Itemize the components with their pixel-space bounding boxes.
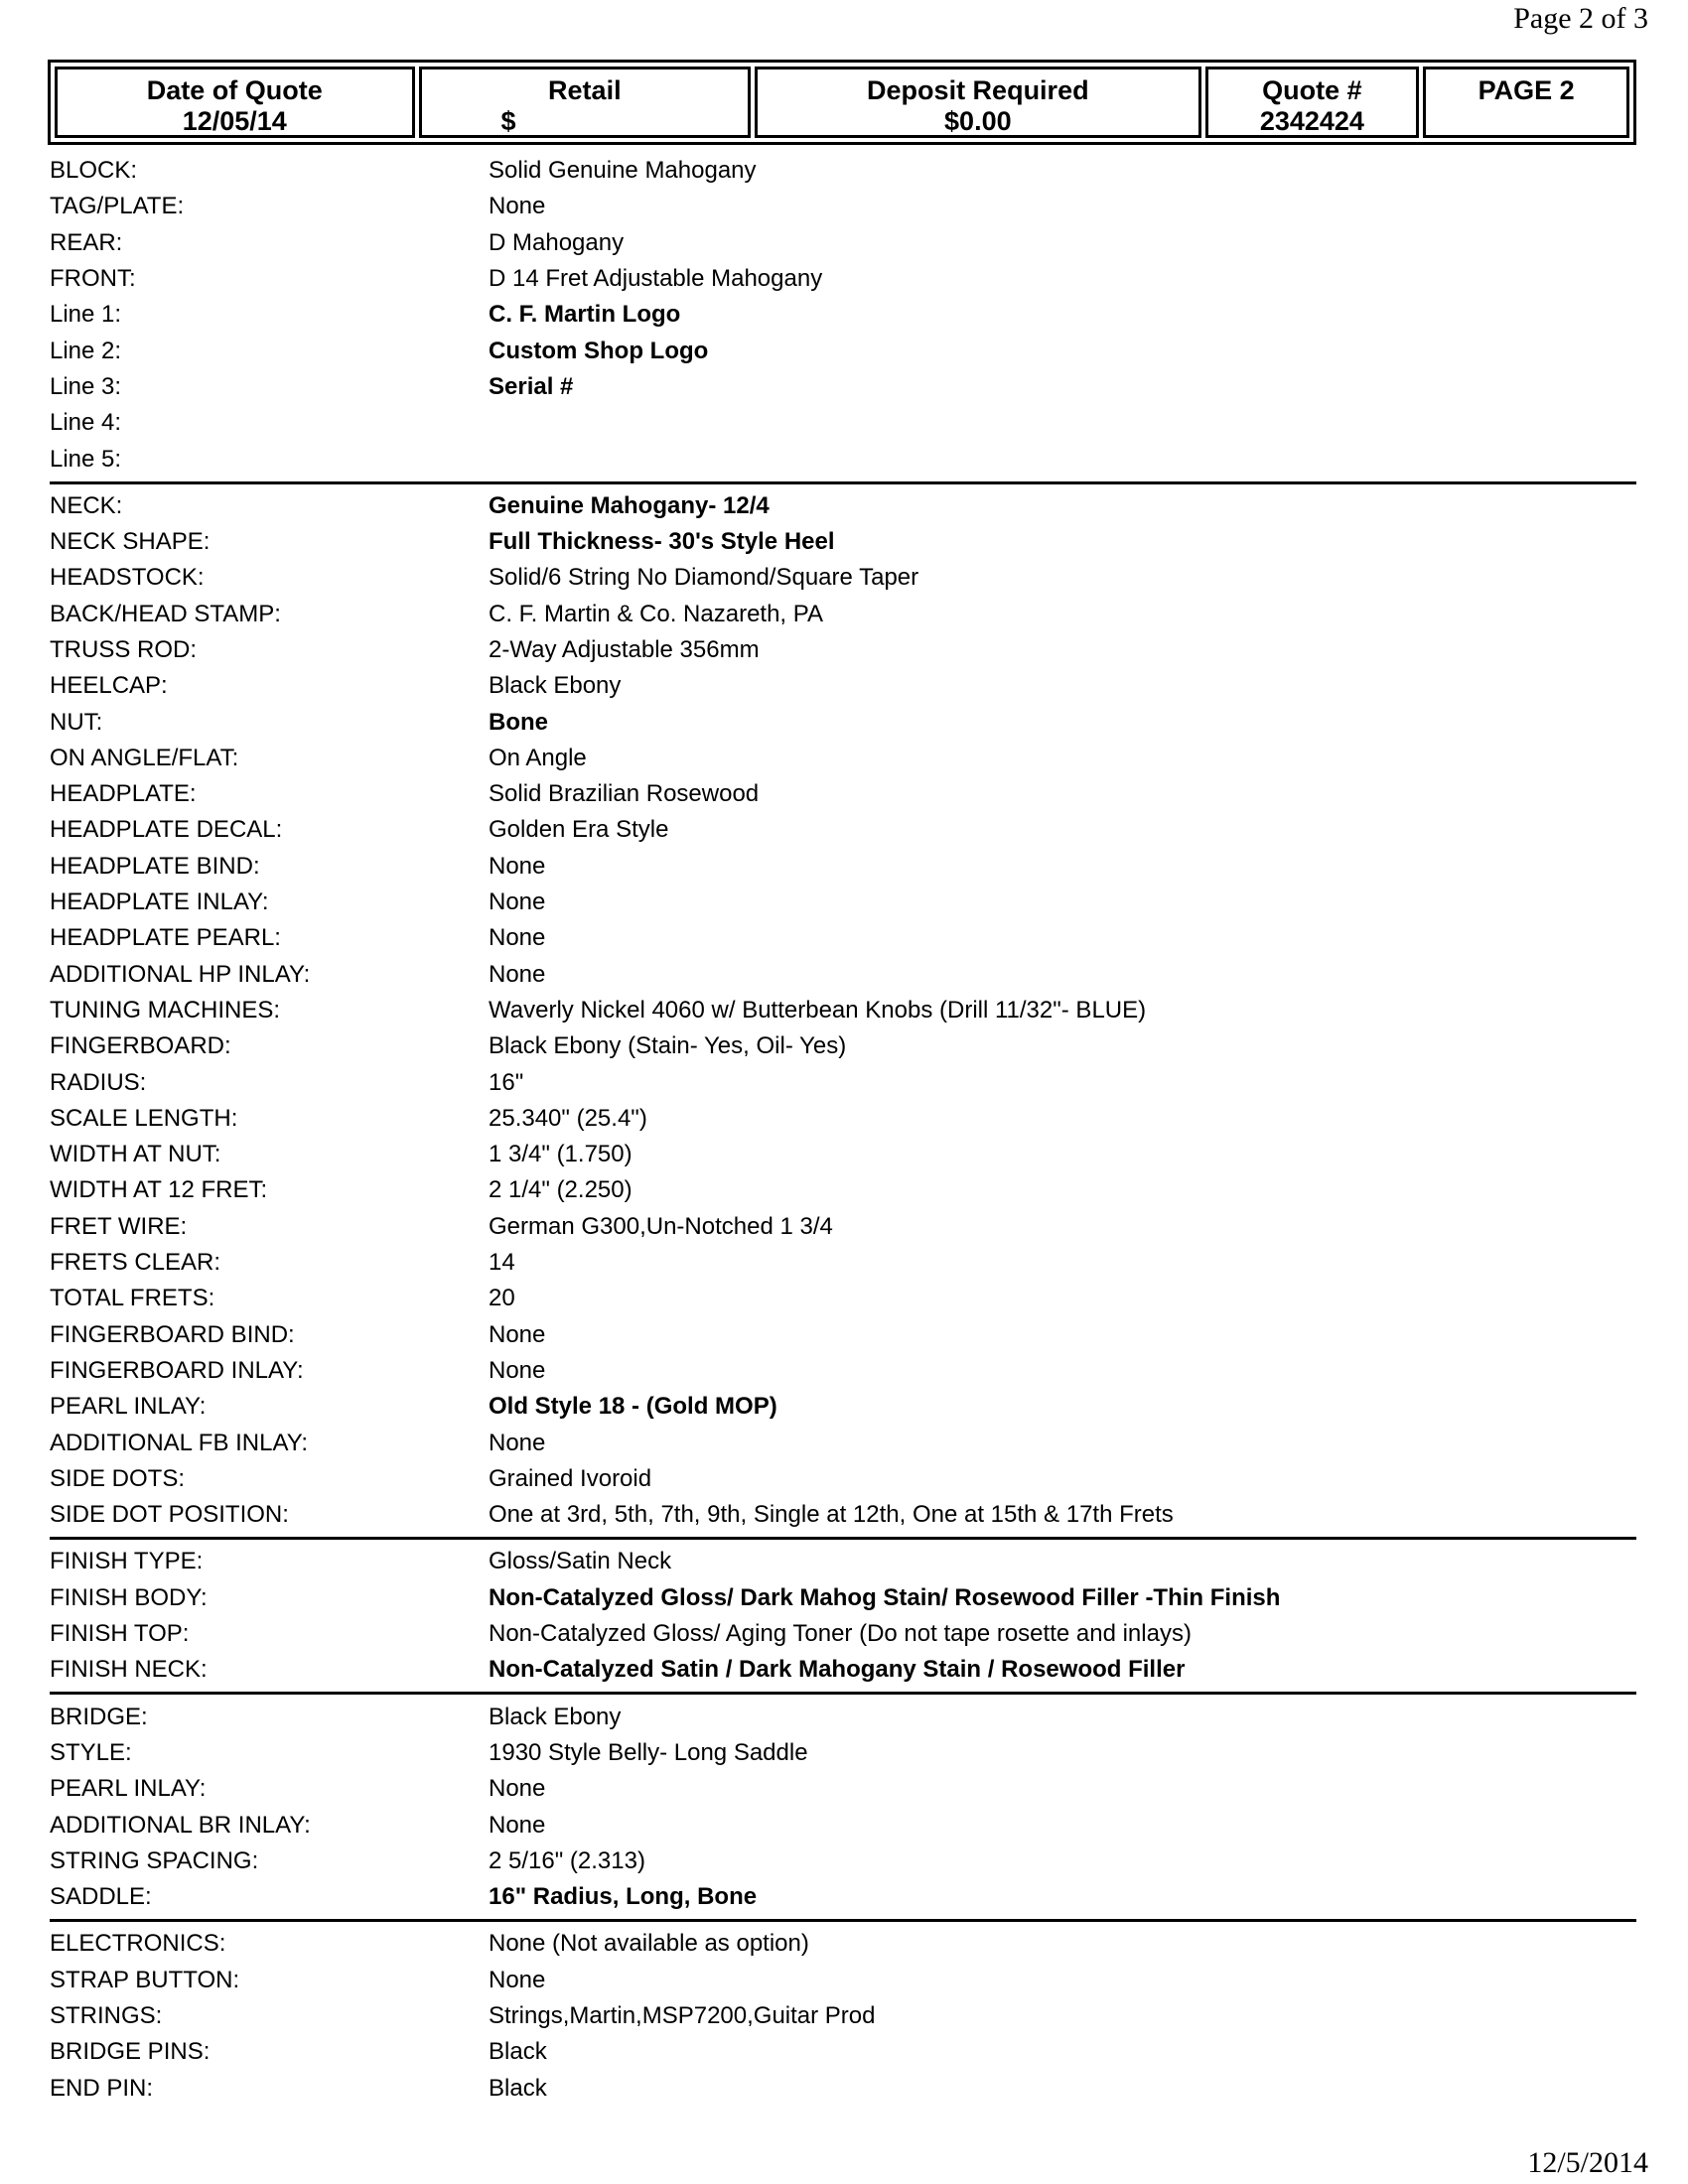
spec-row — [50, 597, 1636, 632]
spec-value: 20 — [489, 1285, 515, 1312]
spec-row — [50, 560, 1636, 596]
spec-value: Black — [489, 2038, 547, 2066]
spec-row — [50, 1963, 1636, 1998]
spec-section — [50, 1695, 1636, 1922]
retail-cell — [419, 67, 752, 138]
spec-value: Bone — [489, 708, 548, 736]
spec-value: C. F. Martin Logo — [489, 301, 681, 329]
spec-row — [50, 261, 1636, 297]
spec-label: REAR: — [50, 228, 123, 256]
spec-value: Solid Brazilian Rosewood — [489, 780, 760, 808]
spec-row — [50, 1461, 1636, 1497]
spec-row — [50, 2034, 1636, 2070]
spec-row — [50, 488, 1636, 524]
date-of-quote-label: Date of Quote — [146, 75, 323, 105]
spec-value: None — [489, 960, 546, 988]
spec-row — [50, 1735, 1636, 1771]
spec-row — [50, 524, 1636, 560]
spec-value: Non-Catalyzed Gloss/ Dark Mahog Stain/ Rosewood Filler -Thin Finish — [489, 1583, 1281, 1611]
spec-value: 2-Way Adjustable 356mm — [489, 636, 760, 663]
spec-row — [50, 153, 1636, 189]
spec-label: PEARL INLAY: — [50, 1775, 207, 1803]
spec-value: Grained Ivoroid — [489, 1464, 652, 1492]
deposit-cell — [755, 67, 1200, 138]
date-of-quote-cell — [55, 67, 415, 138]
spec-label: Line 2: — [50, 337, 122, 364]
spec-label: NUT: — [50, 708, 103, 736]
spec-value: None (Not available as option) — [489, 1930, 809, 1958]
spec-label: BRIDGE: — [50, 1703, 148, 1730]
spec-value: 1930 Style Belly- Long Saddle — [489, 1738, 808, 1766]
spec-value: None — [489, 1966, 546, 1993]
quote-number-cell — [1205, 67, 1420, 138]
spec-row — [50, 812, 1636, 848]
spec-value: None — [489, 1811, 546, 1839]
spec-value: 16" Radius, Long, Bone — [489, 1883, 758, 1911]
spec-value: 1 3/4" (1.750) — [489, 1141, 633, 1168]
spec-label: HEADPLATE BIND: — [50, 852, 260, 880]
spec-row — [50, 1771, 1636, 1807]
spec-label: BRIDGE PINS: — [50, 2038, 211, 2066]
deposit-value: $0.00 — [944, 106, 1012, 136]
spec-value: Non-Catalyzed Gloss/ Aging Toner (Do not tape rosette and inlays) — [489, 1620, 1192, 1648]
spec-value: Custom Shop Logo — [489, 337, 709, 364]
spec-label: Line 3: — [50, 372, 122, 400]
quote-header — [48, 60, 1636, 145]
spec-row — [50, 1807, 1636, 1843]
spec-row — [50, 333, 1636, 368]
spec-label: STRAP BUTTON: — [50, 1966, 240, 1993]
spec-label: STRINGS: — [50, 2001, 163, 2029]
spec-row — [50, 1137, 1636, 1172]
spec-row — [50, 1425, 1636, 1460]
spec-row — [50, 1028, 1636, 1064]
spec-value: One at 3rd, 5th, 7th, 9th, Single at 12th, One at 15th & 17th Frets — [489, 1501, 1174, 1529]
spec-row — [50, 1616, 1636, 1652]
spec-label: FINISH BODY: — [50, 1583, 208, 1611]
spec-section — [50, 1540, 1636, 1695]
spec-value: On Angle — [489, 744, 587, 771]
spec-value: Full Thickness- 30's Style Heel — [489, 528, 835, 556]
spec-value: Solid/6 String No Diamond/Square Taper — [489, 564, 919, 592]
spec-value: None — [489, 924, 546, 952]
spec-value: Golden Era Style — [489, 816, 669, 844]
spec-label: FRONT: — [50, 265, 136, 293]
spec-row — [50, 1101, 1636, 1137]
spec-label: SADDLE: — [50, 1883, 152, 1911]
spec-label: SIDE DOT POSITION: — [50, 1501, 289, 1529]
spec-row — [50, 1580, 1636, 1616]
spec-row — [50, 405, 1636, 441]
spec-label: STYLE: — [50, 1738, 132, 1766]
spec-label: WIDTH AT NUT: — [50, 1141, 221, 1168]
spec-row — [50, 1281, 1636, 1316]
spec-label: RADIUS: — [50, 1068, 147, 1096]
spec-row — [50, 2070, 1636, 2106]
spec-label: HEADPLATE INLAY: — [50, 888, 269, 916]
spec-sections — [50, 149, 1636, 2111]
spec-label: ADDITIONAL HP INLAY: — [50, 960, 311, 988]
spec-row — [50, 1209, 1636, 1245]
spec-row — [50, 993, 1636, 1028]
spec-value: D 14 Fret Adjustable Mahogany — [489, 265, 823, 293]
spec-label: Line 5: — [50, 445, 122, 473]
spec-value: Old Style 18 - (Gold MOP) — [489, 1393, 777, 1421]
spec-label: FRET WIRE: — [50, 1212, 188, 1240]
spec-row — [50, 1879, 1636, 1915]
spec-label: FINISH TOP: — [50, 1620, 190, 1648]
spec-row — [50, 776, 1636, 812]
spec-label: END PIN: — [50, 2074, 154, 2102]
spec-row — [50, 704, 1636, 740]
spec-label: ON ANGLE/FLAT: — [50, 744, 239, 771]
spec-row — [50, 920, 1636, 956]
spec-label: HEADSTOCK: — [50, 564, 205, 592]
spec-row — [50, 1699, 1636, 1734]
spec-row — [50, 885, 1636, 920]
spec-row — [50, 441, 1636, 477]
spec-row — [50, 849, 1636, 885]
spec-value: None — [489, 852, 546, 880]
spec-label: BACK/HEAD STAMP: — [50, 600, 281, 627]
spec-label: ELECTRONICS: — [50, 1930, 226, 1958]
spec-section — [50, 484, 1636, 1541]
spec-label: HEADPLATE DECAL: — [50, 816, 283, 844]
quote-number-value: 2342424 — [1259, 106, 1364, 136]
spec-value: D Mahogany — [489, 228, 625, 256]
spec-value: German G300,Un-Notched 1 3/4 — [489, 1212, 833, 1240]
spec-value: Genuine Mahogany- 12/4 — [489, 491, 770, 519]
spec-value: None — [489, 193, 546, 220]
spec-row — [50, 369, 1636, 405]
spec-label: NECK SHAPE: — [50, 528, 211, 556]
spec-row — [50, 741, 1636, 776]
spec-label: HEADPLATE PEARL: — [50, 924, 281, 952]
spec-label: SIDE DOTS: — [50, 1464, 186, 1492]
spec-row — [50, 189, 1636, 224]
spec-label: FINGERBOARD INLAY: — [50, 1356, 304, 1384]
spec-label: TRUSS ROD: — [50, 636, 198, 663]
spec-label: NECK: — [50, 491, 123, 519]
spec-label: FRETS CLEAR: — [50, 1249, 221, 1277]
quote-number-label: Quote # — [1262, 75, 1362, 105]
spec-row — [50, 1317, 1636, 1353]
spec-label: Line 1: — [50, 301, 122, 329]
spec-row — [50, 1652, 1636, 1688]
spec-value: None — [489, 1356, 546, 1384]
spec-value: None — [489, 1775, 546, 1803]
spec-label: SCALE LENGTH: — [50, 1104, 238, 1132]
spec-label: TOTAL FRETS: — [50, 1285, 215, 1312]
spec-label: TUNING MACHINES: — [50, 996, 281, 1024]
spec-row — [50, 668, 1636, 704]
spec-value: None — [489, 888, 546, 916]
spec-value: Black Ebony — [489, 1703, 622, 1730]
spec-value: Black Ebony — [489, 672, 622, 700]
page-label-cell — [1423, 67, 1629, 138]
spec-label: FINISH NECK: — [50, 1656, 208, 1684]
spec-value: Strings,Martin,MSP7200,Guitar Prod — [489, 2001, 876, 2029]
spec-value: None — [489, 1429, 546, 1456]
spec-value: Black Ebony (Stain- Yes, Oil- Yes) — [489, 1032, 847, 1060]
spec-label: STRING SPACING: — [50, 1846, 259, 1874]
spec-section — [50, 1922, 1636, 2110]
retail-label: Retail — [548, 75, 622, 105]
spec-label: WIDTH AT 12 FRET: — [50, 1176, 268, 1204]
spec-row — [50, 1544, 1636, 1579]
spec-row — [50, 1064, 1636, 1100]
spec-row — [50, 225, 1636, 261]
retail-value: $ — [500, 106, 516, 136]
spec-row — [50, 1353, 1636, 1389]
spec-row — [50, 1843, 1636, 1879]
spec-row — [50, 1926, 1636, 1962]
spec-value: Black — [489, 2074, 547, 2102]
spec-row — [50, 1497, 1636, 1533]
spec-section — [50, 149, 1636, 484]
spec-value: Non-Catalyzed Satin / Dark Mahogany Stain / Rosewood Filler — [489, 1656, 1186, 1684]
spec-label: HEADPLATE: — [50, 780, 197, 808]
page-label: PAGE 2 — [1477, 75, 1575, 105]
spec-label: FINISH TYPE: — [50, 1548, 204, 1575]
spec-label: PEARL INLAY: — [50, 1393, 207, 1421]
spec-value: 2 5/16" (2.313) — [489, 1846, 645, 1874]
spec-label: HEELCAP: — [50, 672, 168, 700]
spec-row — [50, 1245, 1636, 1281]
spec-row — [50, 1172, 1636, 1208]
spec-value: None — [489, 1320, 546, 1348]
spec-value: 2 1/4" (2.250) — [489, 1176, 633, 1204]
spec-label: TAG/PLATE: — [50, 193, 185, 220]
date-of-quote-value: 12/05/14 — [182, 106, 287, 136]
deposit-label: Deposit Required — [867, 75, 1089, 105]
page-indicator: Page 2 of 3 — [1513, 2, 1648, 35]
spec-label: ADDITIONAL BR INLAY: — [50, 1811, 311, 1839]
spec-value: 25.340" (25.4") — [489, 1104, 647, 1132]
spec-value: 14 — [489, 1249, 515, 1277]
spec-value: Solid Genuine Mahogany — [489, 157, 757, 185]
spec-label: BLOCK: — [50, 157, 138, 185]
spec-row — [50, 1998, 1636, 2034]
spec-label: FINGERBOARD: — [50, 1032, 231, 1060]
spec-label: FINGERBOARD BIND: — [50, 1320, 295, 1348]
spec-row — [50, 632, 1636, 668]
footer-date: 12/5/2014 — [1527, 2146, 1648, 2179]
spec-row — [50, 297, 1636, 333]
spec-value: 16" — [489, 1068, 524, 1096]
spec-row — [50, 957, 1636, 993]
spec-value: Waverly Nickel 4060 w/ Butterbean Knobs (Drill 11/32"- BLUE) — [489, 996, 1147, 1024]
spec-value: Serial # — [489, 372, 574, 400]
spec-value: C. F. Martin & Co. Nazareth, PA — [489, 600, 823, 627]
spec-label: ADDITIONAL FB INLAY: — [50, 1429, 309, 1456]
spec-label: Line 4: — [50, 409, 122, 437]
spec-value: Gloss/Satin Neck — [489, 1548, 672, 1575]
spec-row — [50, 1389, 1636, 1425]
